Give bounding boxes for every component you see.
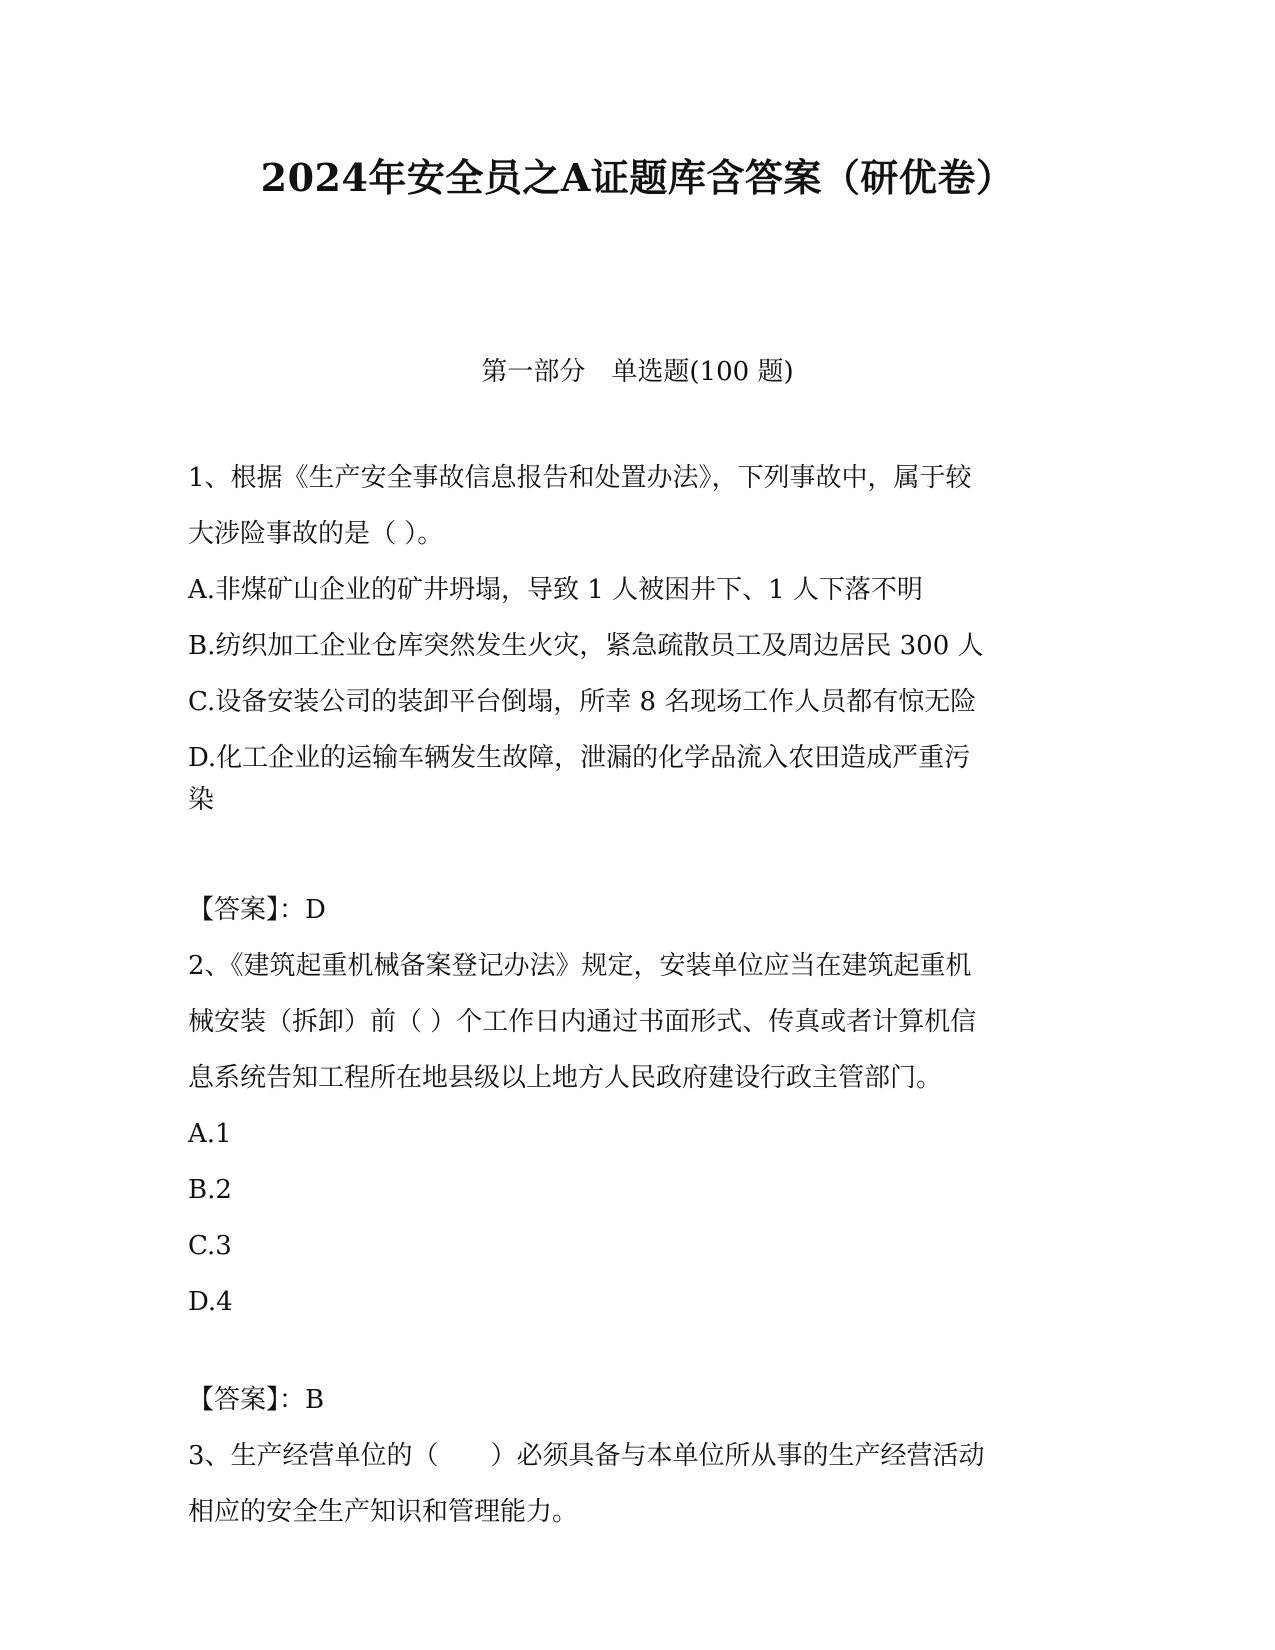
answer-1: 【答案】：D <box>188 895 326 925</box>
option-a: A.1 <box>188 1119 232 1149</box>
option-a: A.非煤矿山企业的矿井坍塌，导致 1 人被困井下、1 人下落不明 <box>188 575 923 605</box>
option-d: D.4 <box>188 1287 233 1317</box>
section-title: 第一部分 单选题(100 题) <box>481 357 794 387</box>
document-title: 2024年安全员之A证题库含答案（研优卷） <box>260 155 1015 200</box>
spacer <box>188 820 1088 882</box>
question-text-line: 息系统告知工程所在地县级以上地方人民政府建设行政主管部门。 <box>188 1063 943 1093</box>
spacer <box>188 1330 1088 1372</box>
question-1 <box>188 450 1088 820</box>
option-c: C.3 <box>188 1231 232 1261</box>
question-text-line: 械安装（拆卸）前（ ）个工作日内通过书面形式、传真或者计算机信 <box>188 1007 977 1037</box>
answer-2: 【答案】：B <box>188 1385 325 1415</box>
question-text-line: 大涉险事故的是（ ）。 <box>188 519 444 549</box>
option-b: B.2 <box>188 1175 232 1205</box>
question-2 <box>188 938 1088 1330</box>
question-text-line: 1、根据《生产安全事故信息报告和处置办法》，下列事故中，属于较 <box>188 463 972 493</box>
question-text-line: 3、生产经营单位的（ ）必须具备与本单位所从事的生产经营活动 <box>188 1441 985 1471</box>
questions-content <box>188 450 1088 1540</box>
option-d-continued: 染 <box>188 785 215 815</box>
question-text-line: 2、《建筑起重机械备案登记办法》规定，安装单位应当在建筑起重机 <box>188 951 972 981</box>
option-b: B.纺织加工企业仓库突然发生火灾，紧急疏散员工及周边居民 300 人 <box>188 631 984 661</box>
option-c: C.设备安装公司的装卸平台倒塌，所幸 8 名现场工作人员都有惊无险 <box>188 687 977 717</box>
option-d: D.化工企业的运输车辆发生故障，泄漏的化学品流入农田造成严重污 <box>188 743 971 773</box>
question-3 <box>188 1428 1088 1540</box>
question-text-line: 相应的安全生产知识和管理能力。 <box>188 1497 579 1527</box>
